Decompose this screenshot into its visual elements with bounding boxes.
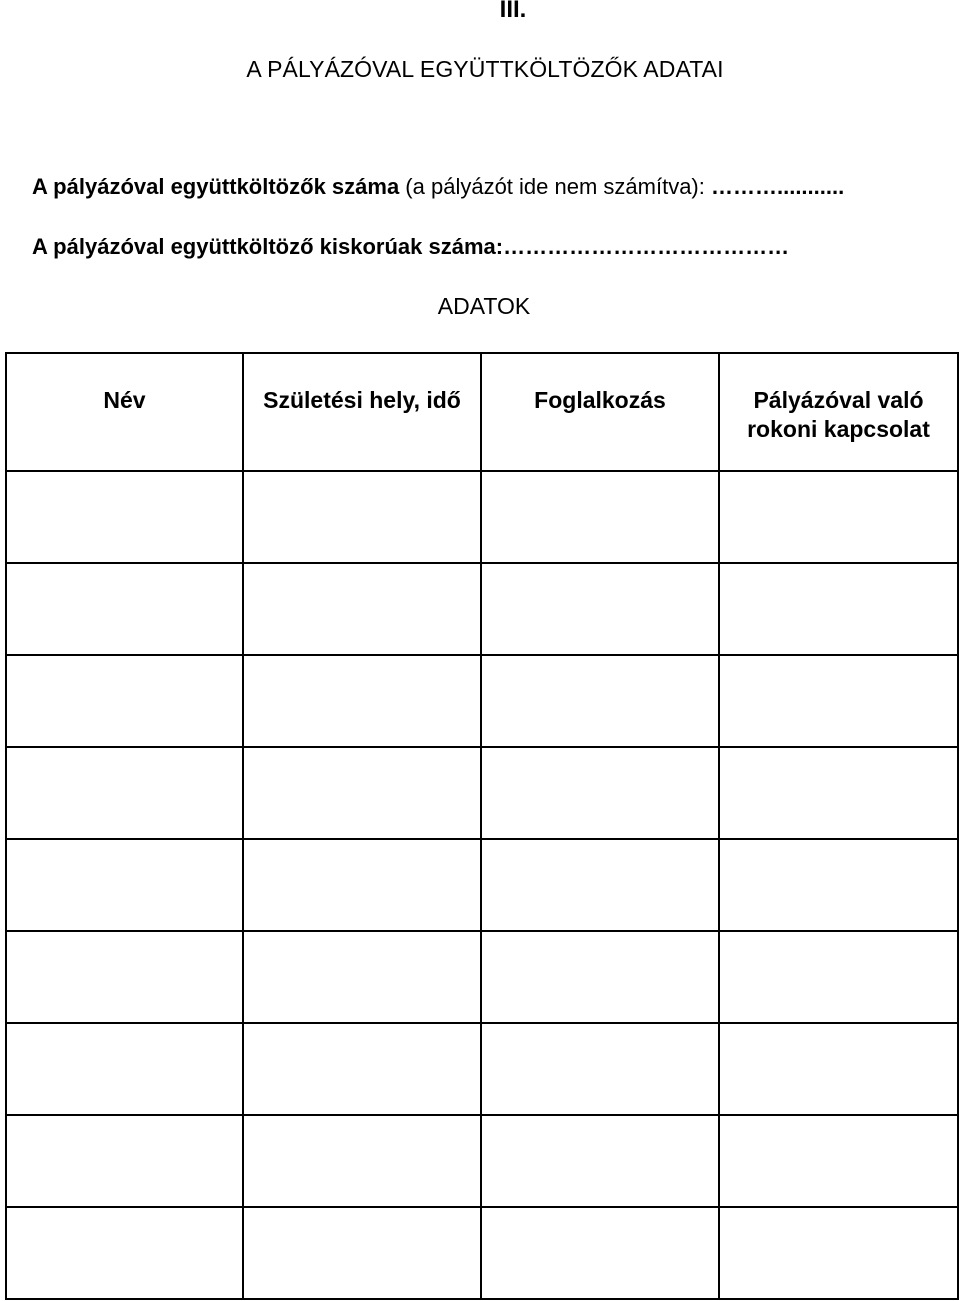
table-cell[interactable] xyxy=(243,747,481,839)
column-header-relationship: Pályázóval való rokoni kapcsolat xyxy=(719,353,958,471)
table-cell[interactable] xyxy=(243,839,481,931)
table-cell[interactable] xyxy=(481,655,719,747)
household-count-fill[interactable]: ………........... xyxy=(710,174,845,199)
table-cell[interactable] xyxy=(6,655,243,747)
table-row xyxy=(6,1207,958,1299)
table-cell[interactable] xyxy=(481,747,719,839)
column-header-birth: Születési hely, idő xyxy=(243,353,481,471)
table-cell[interactable] xyxy=(6,1115,243,1207)
table-cell[interactable] xyxy=(481,839,719,931)
minors-count-line xyxy=(32,233,789,261)
table-cell[interactable] xyxy=(719,1023,958,1115)
table-cell[interactable] xyxy=(6,563,243,655)
table-header-row xyxy=(6,353,958,471)
table-cell[interactable] xyxy=(719,1207,958,1299)
table-cell[interactable] xyxy=(481,1023,719,1115)
page-title: A PÁLYÁZÓVAL EGYÜTTKÖLTÖZŐK ADATAI xyxy=(246,56,724,82)
table-cell[interactable] xyxy=(719,655,958,747)
table-cell[interactable] xyxy=(719,839,958,931)
table-cell[interactable] xyxy=(243,655,481,747)
household-count-label: A pályázóval együttköltözők száma xyxy=(32,174,400,199)
table-cell[interactable] xyxy=(481,931,719,1023)
table-cell[interactable] xyxy=(243,1207,481,1299)
table-cell[interactable] xyxy=(243,471,481,563)
household-count-note: (a pályázót ide nem számítva): xyxy=(399,174,711,199)
column-header-occupation: Foglalkozás xyxy=(481,353,719,471)
table-cell[interactable] xyxy=(243,1023,481,1115)
table-row xyxy=(6,747,958,839)
table-row xyxy=(6,655,958,747)
table-cell[interactable] xyxy=(719,563,958,655)
table-row xyxy=(6,1023,958,1115)
minors-count-label: A pályázóval együttköltöző kiskorúak száma: xyxy=(32,234,504,259)
data-table xyxy=(5,352,959,1300)
table-row xyxy=(6,839,958,931)
table-cell[interactable] xyxy=(481,471,719,563)
table-cell[interactable] xyxy=(719,747,958,839)
table-cell[interactable] xyxy=(6,1023,243,1115)
table-cell[interactable] xyxy=(6,471,243,563)
table-cell[interactable] xyxy=(243,931,481,1023)
table-cell[interactable] xyxy=(6,931,243,1023)
table-cell[interactable] xyxy=(481,563,719,655)
column-header-name: Név xyxy=(6,353,243,471)
table-cell[interactable] xyxy=(481,1207,719,1299)
table-cell[interactable] xyxy=(719,931,958,1023)
section-heading: ADATOK xyxy=(437,293,531,319)
table-row xyxy=(6,471,958,563)
table-cell[interactable] xyxy=(243,563,481,655)
table-cell[interactable] xyxy=(243,1115,481,1207)
table-row xyxy=(6,563,958,655)
household-count-line xyxy=(32,173,844,201)
table-cell[interactable] xyxy=(719,471,958,563)
table-cell[interactable] xyxy=(6,839,243,931)
table-cell[interactable] xyxy=(6,747,243,839)
table-cell[interactable] xyxy=(481,1115,719,1207)
table-row xyxy=(6,1115,958,1207)
table-cell[interactable] xyxy=(719,1115,958,1207)
table-row xyxy=(6,931,958,1023)
section-number: III. xyxy=(499,0,527,23)
table-cell[interactable] xyxy=(6,1207,243,1299)
minors-count-fill[interactable]: ………………………………… xyxy=(503,234,790,259)
